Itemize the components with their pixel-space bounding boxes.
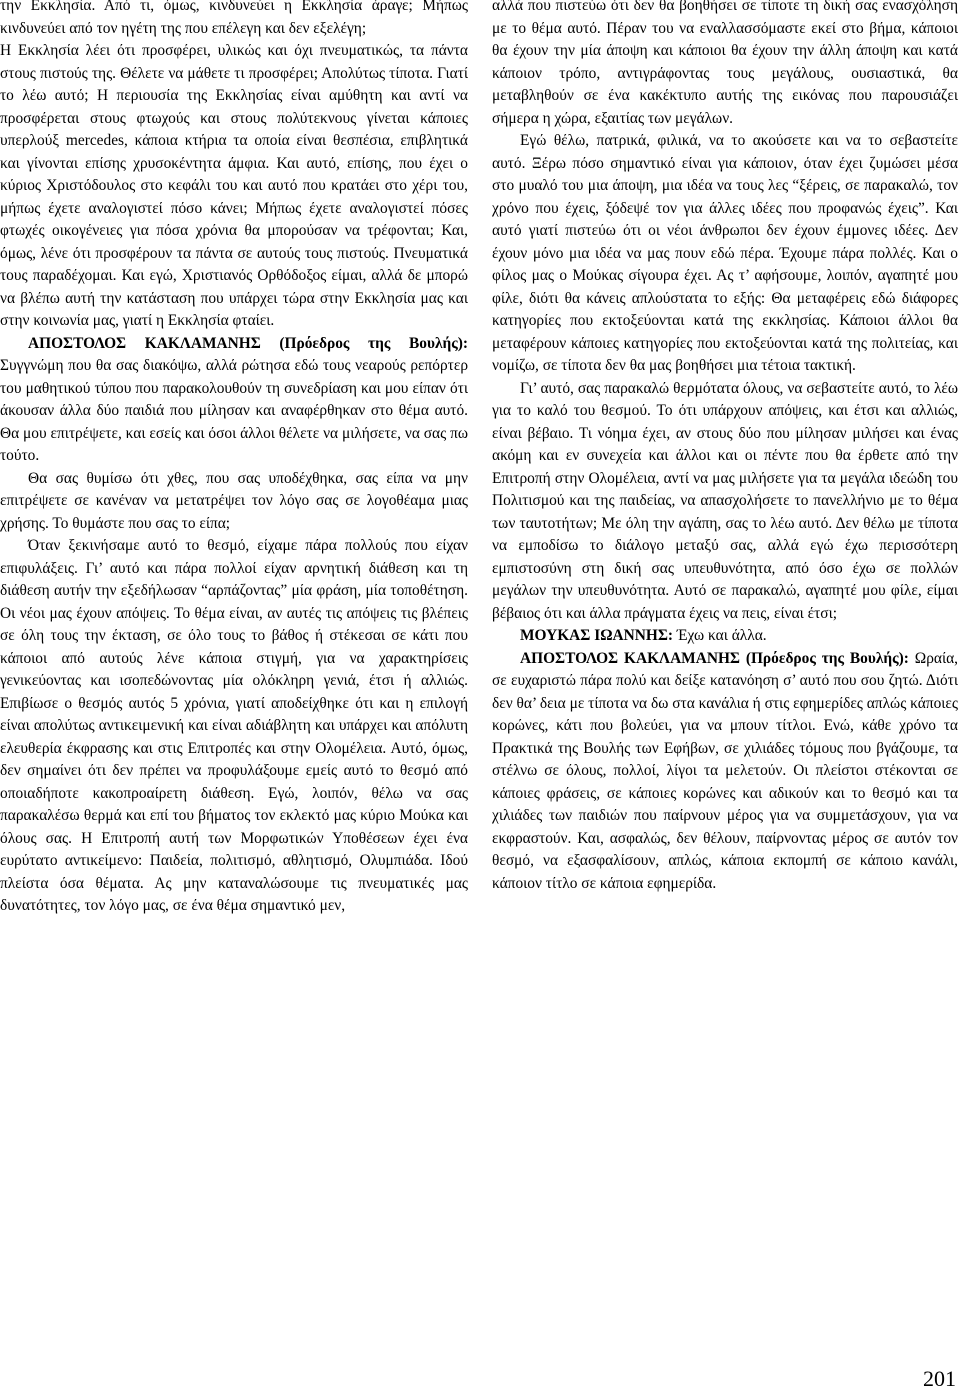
- speaker-name: ΜΟΥΚΑΣ ΙΩΑΝΝΗΣ:: [520, 627, 674, 644]
- paragraph: Εγώ θέλω, πατρικά, φιλικά, να το ακούσετε και να το σεβαστείτε αυτό. Ξέρω πόσο σημαντικό είναι για κάποιον, όταν έχει ζυμώσει μέσα στο μυαλό του μια άποψη, μια ιδέα να τους λες “ξέρεις, σε παρακαλώ, τον χρόνο που έχεις, ξόδεψέ τον για άλλες ιδέες που προφανώς έχεις”. Και αυτό γιατί πιστεύω ότι οι νέοι άνθρωποι δεν έχουν έμμονες ιδέες. Δεν έχουν μόνο μια ιδέα να μας πουν εδώ πέρα. Έχουμε πάρα πολλές. Και ο φίλος μας ο Μούκας σίγουρα έχει. Ας τ’ αφήσουμε, λοιπόν, αγαπητέ μου φίλε, διότι θα κάνεις απλούστατα το εξής: Θα μεταφέρεις εδώ διάφορες κατηγορίες που εκτοξεύονται κατά της εκκλησίας. Κάποιοι άλλοι θα μεταφέρουν κάποιες κατηγορίες που εκτοξεύονται κατά της πολιτείας, και νομίζω, σε τίποτα δεν θα μας βοηθήσει μια τέτοια τακτική.: [492, 132, 958, 374]
- speech-text: Ωραία, σε ευχαριστώ πάρα πολύ και δείξε κατανόηση σ’ αυτό που σου ζητώ. Διότι δεν θα’ δεια με τίποτα να δω στα κανάλια ή στις εφημερίδες απλώς κάποιες κορώνες, κάτι που βολεύει, για να μπουν τίτλοι. Ενώ, κάθε χρόνο τα Πρακτικά της Βουλής των Εφήβων, σε χιλιάδες τόμους που βγάζουμε, τα στέλνω σε όλους, πολλοί, λίγοι τα μελετούν. Οι πλείστοι στέκονται σε κάποιες φράσεις, σε κάποιες κορώνες και αδικούν και το θεσμό και τα χιλιάδες των παιδιών που παίρνουν μέρος για να συμμετάσχουν, για να εκφραστούν. Και, ασφαλώς, δεν θέλουν, παίρνοντας μέρος σε αυτόν τον θεσμό, να εξασφαλίσουν, απλώς, κάποια εκπομπή σε κάποιο κανάλι, κάποιον τίτλο σε κάποια εφημερίδα.: [492, 649, 958, 892]
- paragraph: Όταν ξεκινήσαμε αυτό το θεσμό, είχαμε πάρα πολλούς που είχαν επιφυλάξεις. Γι’ αυτό και πάρα πολλοί είχαν αρνητική διάθεση και τη διάθεση αυτήν την εξεδήλωσαν “αρπάζοντας” μία φράση, μία τοποθέτηση. Οι νέοι μας έχουν απόψεις. Το θέμα είναι, αν αυτές τις απόψεις τις βλέπεις σε όλη τους την έκταση, σε όλο τους το βάθος ή στέκεσαι σε κάτι που κάποιοι από αυτούς λένε κάποια στιγμή, για να χαρακτηρίσεις γενικεύοντας και ισοπεδώνοντας μία ολόκληρη γενιά, έτσι ή αλλιώς. Επιβίωσε ο θεσμός αυτός 5 χρόνια, γιατί αποδείχθηκε ότι και η επιλογή είναι απολύτως αντικειμενική και είναι αδιάβλητη και υπάρχει και απόλυτη ελευθερία έκφρασης και στις Επιτροπές και στην Ολομέλεια. Αυτό, όμως, δεν σημαίνει ότι δεν πρέπει να προφυλάξουμε εμείς αυτό το θεσμό από οποιαδήποτε κακοπροαίρετη διάθεση. Εγώ, λοιπόν, θέλω να σας παρακαλέσω θερμά και επί του βήματος τον εκλεκτό μας κύριο Μούκα και όλους σας. Η Επιτροπή αυτή των Μορφωτικών Υποθέσεων έχει ένα ευρύτατο αντικείμενο: Παιδεία, πολιτισμό, αθλητισμό, Ολυμπιάδα. Ιδού πλείστα όσα θέματα. Ας μην καταναλώσουμε τις πνευματικές μας δυνατότητες, τον λόγο μας, σε ένα θέμα σημαντικό μεν,: [0, 537, 468, 914]
- paragraph: αλλά που πιστεύω ότι δεν θα βοηθήσει σε τίποτε τη δική σας ενασχόληση με το θέμα αυτό. Πέραν του να εναλλασσόμαστε εκεί στο βήμα, κάποιοι θα έχουν την μία άποψη και κάποιοι θα έχουν την άλλη άποψη και κατά κάποιον τρόπο, αντιγράφοντας τους μεγάλους, ουσιαστικά, θα μεταβληθούν σε ένα κακέκτυπο αυτής της εικόνας που παρουσιάζει σήμερα η χώρα, εξαιτίας των μεγάλων.: [492, 0, 958, 127]
- paragraph: Η Εκκλησία λέει ότι προσφέρει, υλικώς και όχι πνευματικώς, τα πάντα στους πιστούς της. Θέλετε να μάθετε τι προσφέρει; Απολύτως τίποτα. Γιατί το λέω αυτό; Η περιουσία της Εκκλησίας είναι αμύθητη και αντί να προσφέρεται στους φτωχούς και στους πολύτεκνους γίνεται κάποιες υπερλούξ mercedes, κάποια κτήρια τα οποία είναι θεσπέσια, επιβλητικά και γίνονται επίσης χρυσοκέντητα άμφια. Και αυτό, επίσης, που έχει ο κύριος Χριστόδουλος στο κεφάλι του και αυτό που κρατάει στο χέρι του, μήπως έχετε αναλογιστεί πόσο κάνει; Μήπως έχετε αναλογιστεί πόσες φτωχές οικογένειες για πόσα χρόνια θα μπορούσαν να τρέφονται; Και, όμως, λένε ότι προσφέρουν τα πάντα σε αυτούς τους πιστούς. Πνευματικά τους παραδέχομαι. Και εγώ, Χριστιανός Ορθόδοξος είμαι, αλλά δε μπορώ να βλέπω αυτή την κατάσταση που υπάρχει τώρα στην Εκκλησία μας και στην κοινωνία μας, γιατί η Εκκλησία φταίει.: [0, 42, 468, 329]
- page-number: 201: [923, 1366, 956, 1391]
- speaker-paragraph: [492, 648, 958, 896]
- speech-text: Συγγνώμη που θα σας διακόψω, αλλά ρώτησα εδώ τους νεαρούς ρεπόρτερ του μαθητικού τύπου που παρακολουθούν τη συνεδρίαση και μου είπαν ότι άκουσαν άλλα δύο παιδιά που μίλησαν και αναφέρθηκαν στο θέμα αυτό. Θα μου επιτρέψετε, και εσείς και όσοι άλλοι θέλετε να μιλήσετε, να σας πω τούτο.: [0, 357, 468, 464]
- paragraph: Θα σας θυμίσω ότι χθες, που σας υποδέχθηκα, σας είπα να μην επιτρέψετε σε κανέναν να μετατρέψει τον λόγο σας σε λογοθέαμα μιας χρήσης. Το θυμάστε που σας το είπα;: [0, 469, 468, 532]
- paragraph: Γι’ αυτό, σας παρακαλώ θερμότατα όλους, να σεβαστείτε αυτό, το λέω για το καλό του θεσμού. Το ότι υπάρχουν απόψεις, και έτσι και αλλιώς, είναι βέβαιο. Τι νόημα έχει, αν στους δύο που μίλησαν μιλήσει και ένας ακόμη και εν συνεχεία και άλλοι και οι πέντε που θα έρθετε από την Επιτροπή στην Ολομέλεια, αντί να μας μιλήσετε για τα μεγάλα ιδεώδη του Πολιτισμού και της παιδείας, να απασχολήσετε το πανελλήνιο με το θέμα των ταυτοτήτων; Με όλη την αγάπη, σας το λέω αυτό. Δεν θέλω με τίποτα να εμποδίσω το διάλογο μεταξύ σας, αλλά εγώ έχω περισσότερη εμπιστοσύνη στη δική σας υπευθυνότητα, από όσο έχω σε πολλών μεγάλων την υπευθυνότητα. Αυτό σε παρακαλώ, αγαπητέ μου φίλε, είμαι βέβαιος ότι και άλλα πράγματα έχεις να πεις, είναι έτσι;: [492, 379, 958, 622]
- speech-text: Έχω και άλλα.: [673, 627, 767, 644]
- left-column: [0, 0, 468, 918]
- paragraph: την Εκκλησία. Από τι, όμως, κινδυνεύει η Εκκλησία άραγε; Μήπως κινδυνεύει από τον ηγέτη της που επέλεγη και δεν εξελέγη;: [0, 0, 468, 37]
- speaker-paragraph: [0, 333, 468, 468]
- right-column: [492, 0, 958, 895]
- speaker-name: ΑΠΟΣΤΟΛΟΣ ΚΑΚΛΑΜΑΝΗΣ (Πρόεδρος της Βουλής):: [520, 649, 909, 667]
- speaker-paragraph: [492, 625, 958, 648]
- speaker-name: ΑΠΟΣΤΟΛΟΣ ΚΑΚΛΑΜΑΝΗΣ (Πρόεδρος της Βουλής):: [28, 334, 468, 352]
